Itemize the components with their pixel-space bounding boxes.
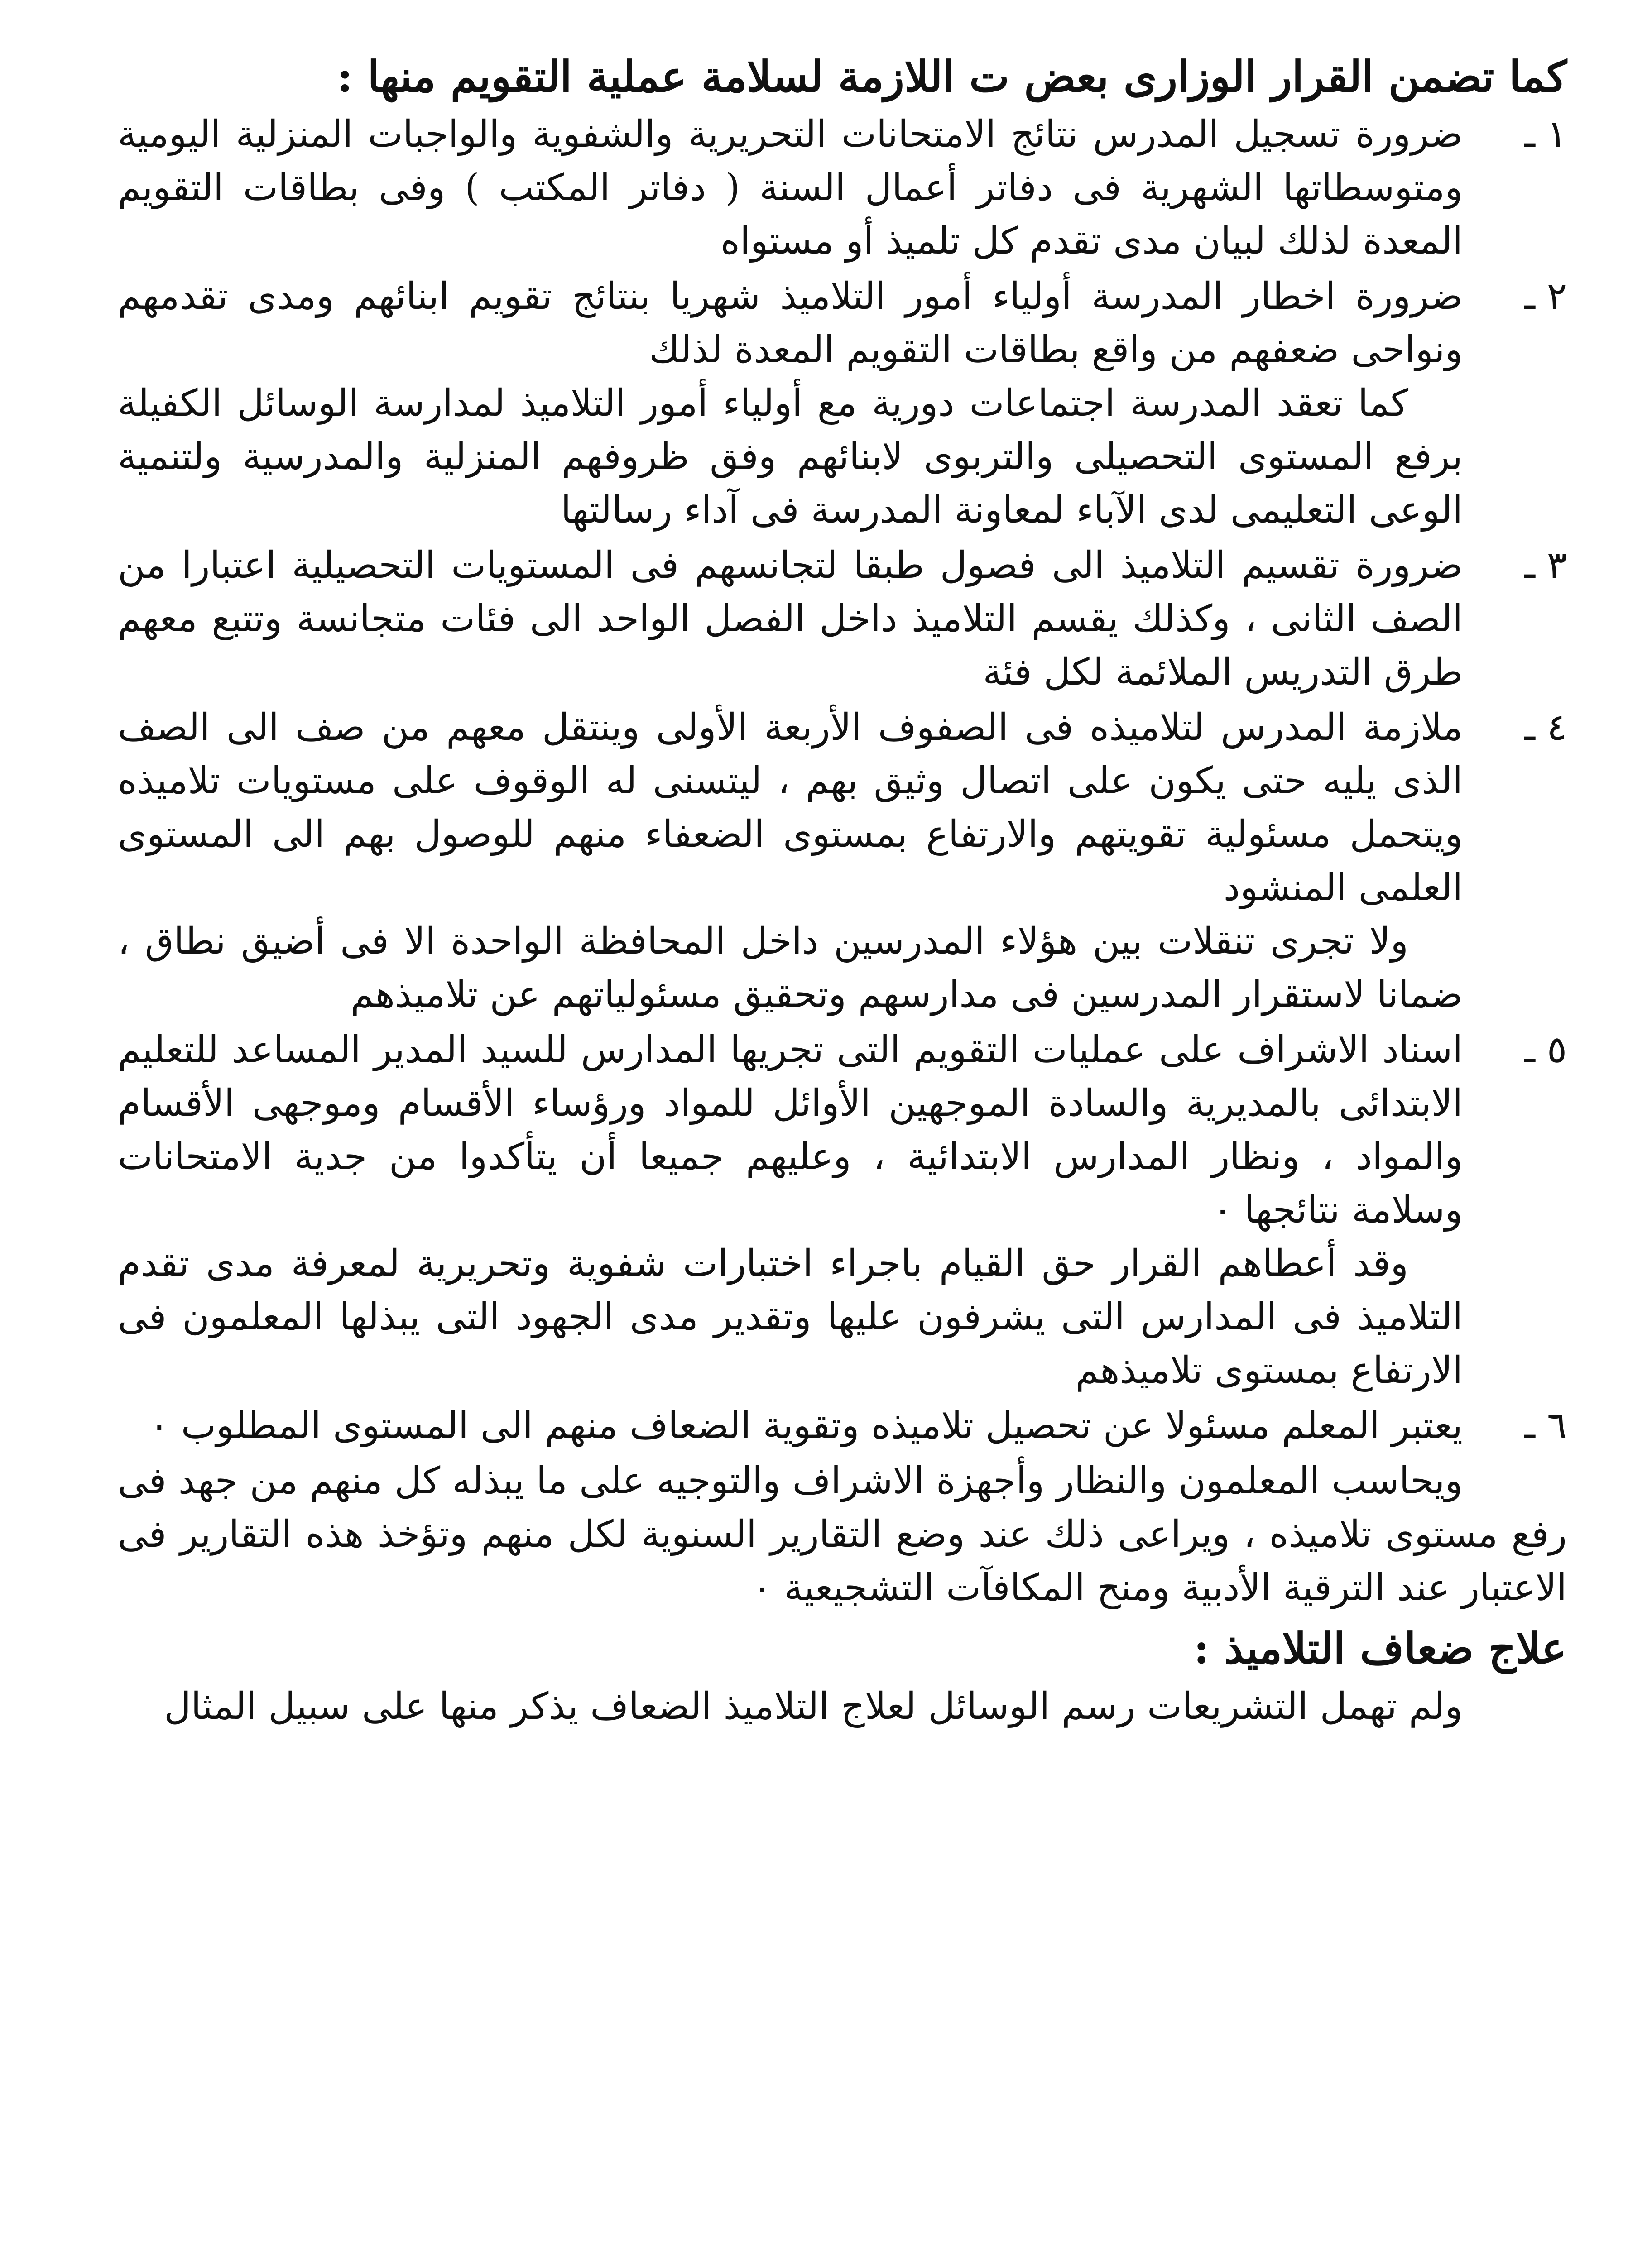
item-body <box>118 270 1463 537</box>
item-number: ٢ ـ <box>1524 275 1567 318</box>
item-body <box>118 539 1463 699</box>
list-item-2 <box>118 270 1567 537</box>
item-paragraph: وقد أعطاهم القرار حق القيام باجراء اختبارات شفوية وتحريرية لمعرفة مدى تقدم التلاميذ فى المدارس التى يشرفون عليها وتقدير مدى الجهود التى يبذلها المعلمون فى الارتفاع بمستوى تلاميذهم <box>118 1242 1463 1392</box>
list-item-5 <box>118 1023 1567 1397</box>
document-page <box>118 50 1567 2264</box>
item-number: ٦ ـ <box>1524 1404 1567 1447</box>
section-paragraph: ولم تهمل التشريعات رسم الوسائل لعلاج التلاميذ الضعاف يذكر منها على سبيل المثال <box>164 1685 1463 1728</box>
item-number: ٤ ـ <box>1524 706 1567 749</box>
closing-paragraph: ويحاسب المعلمون والنظار وأجهزة الاشراف والتوجيه على ما يبذله كل منهم من جهد فى رفع مستوى تلاميذه ، ويراعى ذلك عند وضع التقارير السنوية لكل منهم وتؤخذ هذه التقارير فى الاعتبار عند الترقية الأدبية ومنح المكافآت التشجيعية ٠ <box>118 1459 1567 1609</box>
section-heading: علاج ضعاف التلاميذ : <box>1193 1624 1567 1674</box>
item-number: ٣ ـ <box>1524 544 1567 587</box>
list-item-3 <box>118 539 1567 699</box>
item-number: ١ ـ <box>1524 113 1567 156</box>
item-paragraph: ولا تجرى تنقلات بين هؤلاء المدرسين داخل المحافظة الواحدة الا فى أضيق نطاق ، ضمانا لاستقرار المدرسين فى مدارسهم وتحقيق مسئولياتهم عن تلاميذهم <box>118 920 1463 1016</box>
item-paragraph: ضرورة تقسيم التلاميذ الى فصول طبقا لتجانسهم فى المستويات التحصيلية اعتبارا من الصف الثانى ، وكذلك يقسم التلاميذ داخل الفصل الواحد الى فئات متجانسة وتتبع معهم طرق التدريس الملائمة لكل فئة <box>118 544 1463 694</box>
item-body <box>118 701 1463 1022</box>
item-paragraph: ضرورة اخطار المدرسة أولياء أمور التلاميذ شهريا بنتائج تقويم ابنائهم ومدى تقدمهم ونواحى ضعفهم من واقع بطاقات التقويم المعدة لذلك <box>118 275 1463 371</box>
item-paragraph: يعتبر المعلم مسئولا عن تحصيل تلاميذه وتقوية الضعاف منهم الى المستوى المطلوب ٠ <box>149 1404 1463 1447</box>
list-item-6 <box>118 1399 1567 1453</box>
item-paragraph: ضرورة تسجيل المدرس نتائج الامتحانات التحريرية والشفوية والواجبات المنزلية اليومية ومتوسطاتها الشهرية فى دفاتر أعمال السنة ( دفاتر المكتب ) وفى بطاقات التقويم المعدة لذلك لبيان مدى تقدم كل تلميذ أو مستواه <box>118 113 1463 263</box>
list-item-4 <box>118 701 1567 1022</box>
item-number: ٥ ـ <box>1524 1028 1567 1071</box>
item-body <box>118 108 1463 268</box>
item-paragraph: ملازمة المدرس لتلاميذه فى الصفوف الأربعة الأولى وينتقل معهم من صف الى الصف الذى يليه حتى يكون على اتصال وثيق بهم ، ليتسنى له الوقوف على مستويات تلاميذه ويتحمل مسئولية تقويتهم والارتفاع بمستوى الضعفاء منهم للوصول بهم الى المستوى العلمى المنشود <box>118 706 1463 909</box>
list-item-1 <box>118 108 1567 268</box>
item-body <box>118 1399 1463 1453</box>
item-paragraph: كما تعقد المدرسة اجتماعات دورية مع أولياء أمور التلاميذ لمدارسة الوسائل الكفيلة برفع المستوى التحصيلى والتربوى لابنائهم وفق ظروفهم المنزلية والمدرسية ولتنمية الوعى التعليمى لدى الآباء لمعاونة المدرسة فى آداء رسالتها <box>118 382 1463 532</box>
item-body <box>118 1023 1463 1397</box>
item-paragraph: اسناد الاشراف على عمليات التقويم التى تجريها المدارس للسيد المدير المساعد للتعليم الابتدائى بالمديرية والسادة الموجهين الأوائل للمواد ورؤساء الأقسام وموجهى الأقسام والمواد ، ونظار المدارس الابتدائية ، وعليهم جميعا أن يتأكدوا من جدية الامتحانات وسلامة نتائجها ٠ <box>118 1028 1463 1232</box>
intro-line: كما تضمن القرار الوزارى بعض ت اللازمة لسلامة عملية التقويم منها : <box>337 52 1567 102</box>
